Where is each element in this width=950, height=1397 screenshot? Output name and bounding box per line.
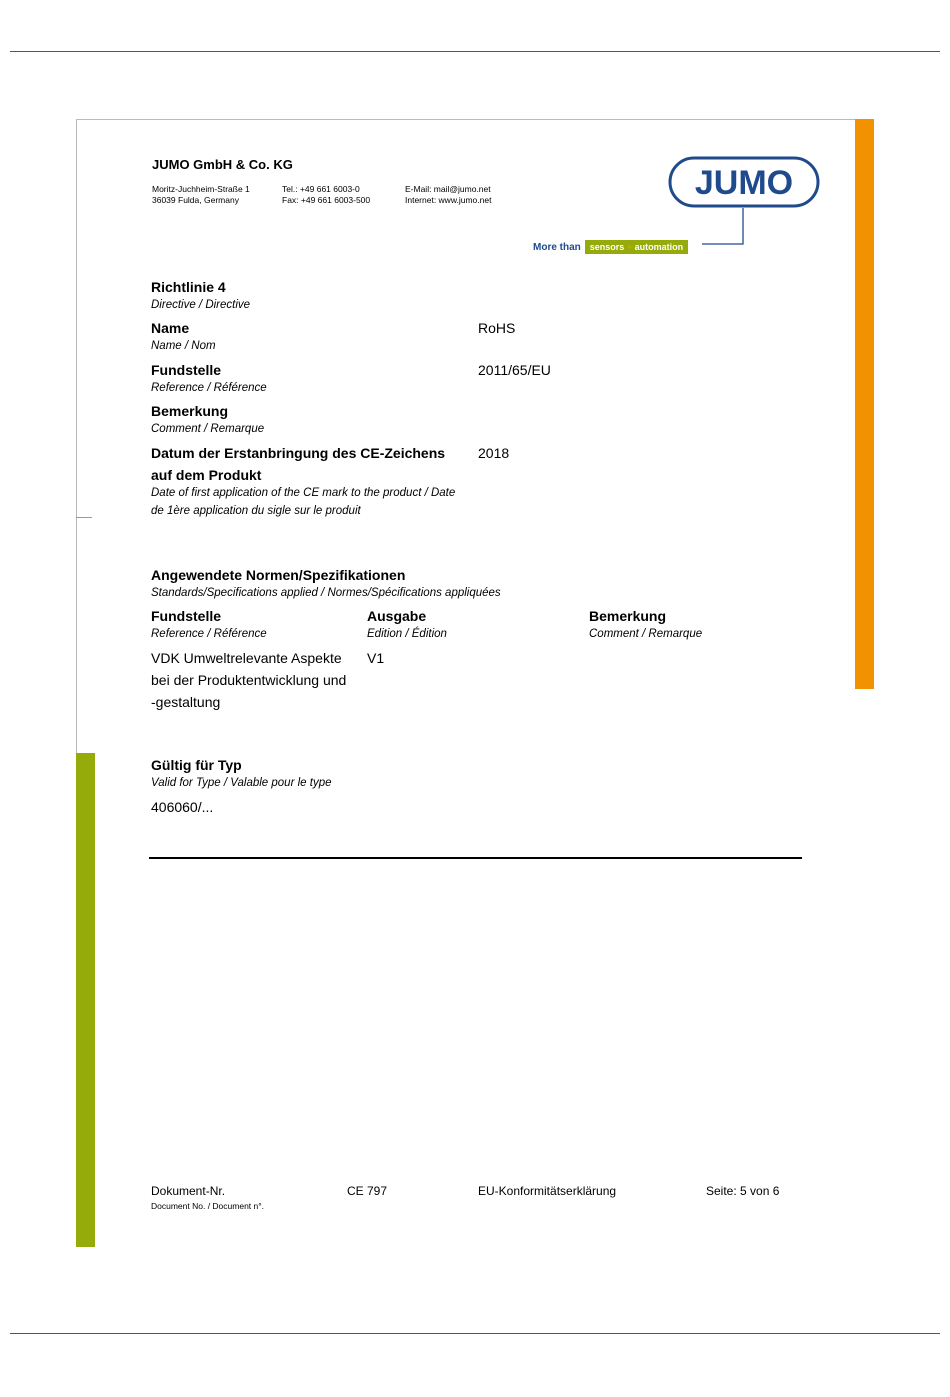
logo-tagline	[533, 237, 688, 253]
reference-sub: Reference / Référence	[151, 382, 267, 394]
valid-subtitle: Valid for Type / Valable pour le type	[151, 777, 332, 789]
company-address	[152, 184, 250, 206]
company-contact	[405, 184, 491, 206]
signature-divider	[149, 857, 802, 859]
standard-ref-line-3: -gestaltung	[151, 694, 221, 710]
directive-subtitle: Directive / Directive	[151, 299, 251, 311]
reference-value: 2011/65/EU	[478, 362, 551, 378]
company-name: JUMO GmbH & Co. KG	[152, 157, 293, 172]
internet: Internet: www.jumo.net	[405, 195, 492, 205]
fold-mark-upper	[76, 517, 92, 518]
standards-col-edition: Ausgabe	[367, 608, 427, 624]
standard-ref-line-1: VDK Umweltrelevante Aspekte	[151, 650, 342, 666]
name-value: RoHS	[478, 320, 516, 336]
top-rule	[10, 51, 940, 52]
ce-date-label-1: Datum der Erstanbringung des CE-Zeichens	[151, 445, 446, 461]
tel: Tel.: +49 661 6003-0	[282, 184, 360, 194]
green-side-bar	[76, 753, 95, 1247]
valid-title: Gültig für Typ	[151, 757, 242, 773]
footer-doc-sub: Document No. / Document n°.	[151, 1201, 265, 1211]
tagline-sensors: sensors	[589, 242, 625, 252]
directive-title: Richtlinie 4	[151, 279, 226, 295]
name-sub: Name / Nom	[151, 340, 216, 352]
standards-col-comment-sub: Comment / Remarque	[589, 628, 703, 640]
fax: Fax: +49 661 6003-500	[282, 195, 371, 205]
footer-page: Seite: 5 von 6	[706, 1184, 780, 1198]
standards-subtitle: Standards/Specifications applied / Normes/Spécifications appliquées	[151, 587, 501, 599]
standards-title: Angewendete Normen/Spezifikationen	[151, 567, 406, 583]
valid-value: 406060/...	[151, 799, 214, 815]
standards-col-reference: Fundstelle	[151, 608, 222, 624]
tagline-automation: automation	[634, 242, 684, 252]
ce-date-value: 2018	[478, 445, 510, 461]
standards-col-comment: Bemerkung	[589, 608, 667, 624]
tagline-box	[585, 240, 688, 254]
ce-date-label-2: auf dem Produkt	[151, 467, 262, 483]
bottom-rule	[10, 1333, 940, 1334]
ce-date-sub-2: de 1ère application du sigle sur le produit	[151, 505, 361, 517]
email: E-Mail: mail@jumo.net	[405, 184, 491, 194]
standards-col-reference-sub: Reference / Référence	[151, 628, 267, 640]
reference-label: Fundstelle	[151, 362, 222, 378]
page-border-top	[76, 119, 856, 120]
standard-edition: V1	[367, 650, 385, 666]
tagline-plus: +	[626, 242, 633, 252]
ce-date-sub-1: Date of first application of the CE mark to the product / Date	[151, 487, 456, 499]
address-line-1: Moritz-Juchheim-Straße 1	[152, 184, 250, 194]
comment-label: Bemerkung	[151, 403, 229, 419]
company-phone	[282, 184, 370, 206]
logo-text: JUMO	[694, 164, 794, 202]
standard-ref-line-2: bei der Produktentwicklung und	[151, 672, 347, 688]
comment-sub: Comment / Remarque	[151, 423, 265, 435]
tagline-prefix: More than	[533, 242, 581, 253]
name-label: Name	[151, 320, 190, 336]
orange-side-bar	[855, 119, 874, 689]
address-line-2: 36039 Fulda, Germany	[152, 195, 239, 205]
jumo-logo-icon	[668, 156, 820, 208]
footer-doc-number: CE 797	[347, 1184, 388, 1198]
standards-col-edition-sub: Edition / Édition	[367, 628, 447, 640]
footer-doc-title: EU-Konformitätserklärung	[478, 1184, 617, 1198]
footer-doc-label: Dokument-Nr.	[151, 1184, 226, 1198]
logo-connector	[700, 208, 748, 250]
